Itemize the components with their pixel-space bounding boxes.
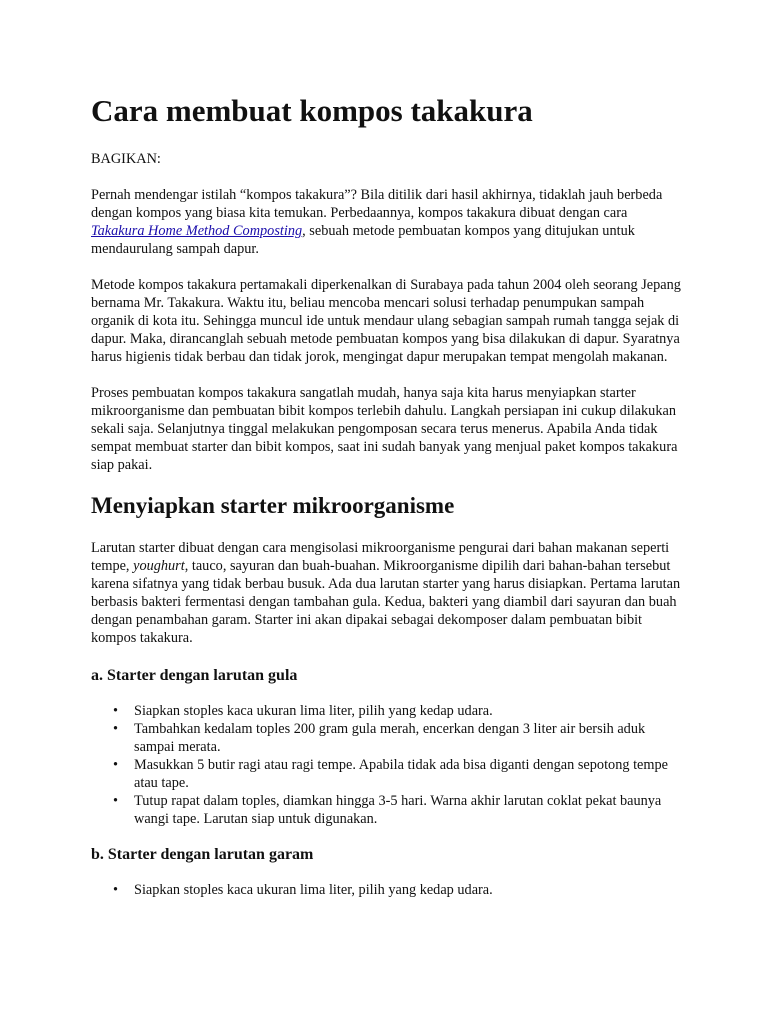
subheading-sugar-starter: a. Starter dengan larutan gula [91, 667, 298, 684]
starter-paragraph [91, 539, 681, 647]
list-item [91, 702, 681, 720]
list-item-text: Siapkan stoples kaca ukuran lima liter, pilih yang kedap udara. [134, 703, 493, 719]
bullet-icon: • [113, 703, 119, 719]
intro-paragraph [91, 186, 681, 258]
bullet-icon: • [113, 721, 119, 737]
list-item-text: Siapkan stoples kaca ukuran lima liter, pilih yang kedap udara. [134, 882, 493, 898]
process-paragraph: Proses pembuatan kompos takakura sangatlah mudah, hanya saja kita harus menyiapkan starter mikroorganisme dan pembuatan bibit kompos terlebih dahulu. Langkah persiapan ini cukup dilakukan sekali saja. Selanjutnya tinggal melakukan pengomposan secara terus menerus. Apabila Anda tidak sempat membuat starter dan bibit kompos, saat ini sudah banyak yang menjual paket kompos takakura siap pakai. [91, 385, 678, 473]
document-page [91, 92, 681, 899]
share-label: BAGIKAN: [91, 151, 161, 167]
section-heading-starter: Menyiapkan starter mikroorganisme [91, 493, 455, 518]
starter-text-before-em: Larutan starter dibuat dengan cara mengisolasi mikroorganisme pengurai dari bahan makanan seperti tempe, [91, 540, 670, 574]
subheading-salt-starter: b. Starter dengan larutan garam [91, 846, 314, 863]
takakura-method-link[interactable]: Takakura Home Method Composting [91, 223, 303, 239]
salt-starter-list [91, 881, 681, 899]
starter-text-after-em: , tauco, sayuran dan buah-buahan. Mikroorganisme dipilih dari bahan-bahan tersebut karena sifatnya yang tidak berbau busuk. Ada dua larutan starter yang harus disiapkan. Pertama larutan berbasis bakteri fermentasi dengan tambahan gula. Kedua, bakteri yang diambil dari sayuran dan buah dengan penambahan garam. Starter ini akan dipakai sebagai dekomposer dalam pembuatan bibit kompos takakura. [91, 558, 681, 646]
list-item-text: Tambahkan kedalam toples 200 gram gula merah, encerkan dengan 3 liter air bersih aduk sampai merata. [134, 721, 646, 755]
list-item [91, 720, 681, 756]
intro-text-before-link: Pernah mendengar istilah “kompos takakura”? Bila ditilik dari hasil akhirnya, tidaklah jauh berbeda dengan kompos yang biasa kita temukan. Perbedaannya, kompos takakura dibuat dengan cara [91, 187, 663, 221]
starter-emphasis: youghurt [133, 558, 185, 574]
article-title: Cara membuat kompos takakura [91, 93, 533, 128]
bullet-icon: • [113, 757, 119, 773]
history-paragraph: Metode kompos takakura pertamakali diperkenalkan di Surabaya pada tahun 2004 oleh seorang Jepang bernama Mr. Takakura. Waktu itu, beliau mencoba mencari solusi terhadap penumpukan sampah organik di kota itu. Sehingga muncul ide untuk mendaur ulang sebagian sampah rumah tangga sejak di dapur. Maka, dirancanglah sebuah metode pembuatan kompos yang bisa dilakukan di dapur. Syaratnya harus higienis tidak berbau dan tidak jorok, mengingat dapur merupakan tempat mengolah makanan. [91, 277, 681, 365]
list-item-text: Masukkan 5 butir ragi atau ragi tempe. Apabila tidak ada bisa diganti dengan sepotong tempe atau tape. [134, 757, 668, 791]
list-item [91, 792, 681, 828]
list-item [91, 881, 681, 899]
intro-text-after-link: , sebuah metode pembuatan kompos yang ditujukan untuk mendaurulang sampah dapur. [91, 223, 635, 257]
list-item [91, 756, 681, 792]
bullet-icon: • [113, 793, 119, 809]
sugar-starter-list [91, 702, 681, 828]
bullet-icon: • [113, 882, 119, 898]
list-item-text: Tutup rapat dalam toples, diamkan hingga 3-5 hari. Warna akhir larutan coklat pekat baunya wangi tape. Larutan siap untuk digunakan. [134, 793, 662, 827]
